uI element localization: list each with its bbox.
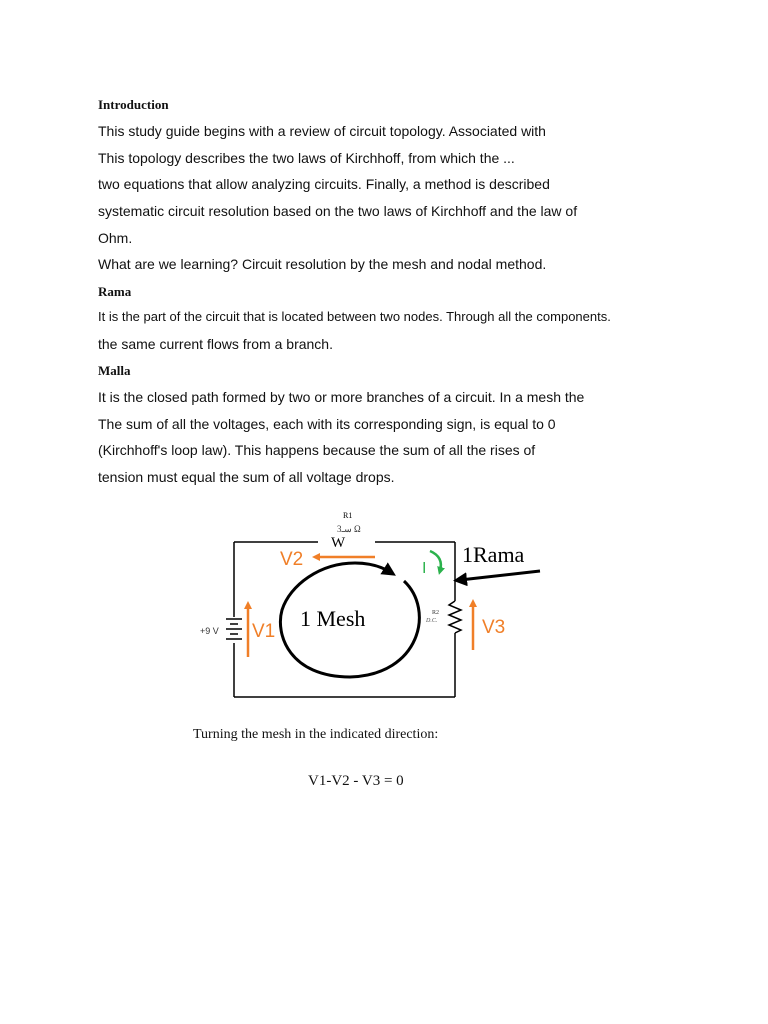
rama-label: 1Rama [462,542,525,567]
resistor-r2-symbol [449,601,461,633]
v2-label: V2 [280,549,304,570]
resistor-r1-value: 3سـ Ω [337,524,361,534]
malla-line-4: tension must equal the sum of all voltage drops. [98,469,395,485]
intro-line-2: This topology describes the two laws of Kirchhoff, from which the ... [98,150,515,166]
intro-line-5: Ohm. [98,230,133,246]
intro-line-4: systematic circuit resolution based on the two laws of Kirchhoff and the law of [98,203,578,219]
w-label: W [331,535,346,551]
kvl-equation: V1-V2 - V3 = 0 [308,773,404,789]
diagram-caption: Turning the mesh in the indicated direction: [193,727,439,742]
heading-rama: Rama [98,284,132,299]
battery-symbol [226,619,242,639]
rama-pointer-arrow [460,571,540,580]
v1-label: V1 [252,621,276,642]
malla-line-3: (Kirchhoff's loop law). This happens because the sum of all the rises of [98,442,536,458]
resistor-r1-label: R1 [343,511,353,520]
battery-label: +9 V [200,626,219,636]
malla-line-2: The sum of all the voltages, each with its corresponding sign, is equal to 0 [98,416,556,432]
intro-line-3: two equations that allow analyzing circuits. Finally, a method is described [98,176,550,192]
current-label: I [422,560,427,577]
rama-line-1: It is the part of the circuit that is located between two nodes. Through all the components. [98,309,611,324]
intro-line-1: This study guide begins with a review of circuit topology. Associated with [98,123,546,139]
mesh-circuit-diagram [190,505,560,705]
v3-label: V3 [482,617,506,638]
resistor-r2-label: R2 [432,610,440,616]
rama-line-2: the same current flows from a branch. [98,336,333,352]
heading-malla: Malla [98,363,131,378]
current-arrow [430,551,441,571]
intro-line-6: What are we learning? Circuit resolution by the mesh and nodal method. [98,256,547,272]
heading-introduction: Introduction [98,97,169,112]
malla-line-1: It is the closed path formed by two or more branches of a circuit. In a mesh the [98,389,585,405]
mesh-label: 1 Mesh [300,606,366,631]
resistor-r2-value: D.C. [426,618,438,624]
